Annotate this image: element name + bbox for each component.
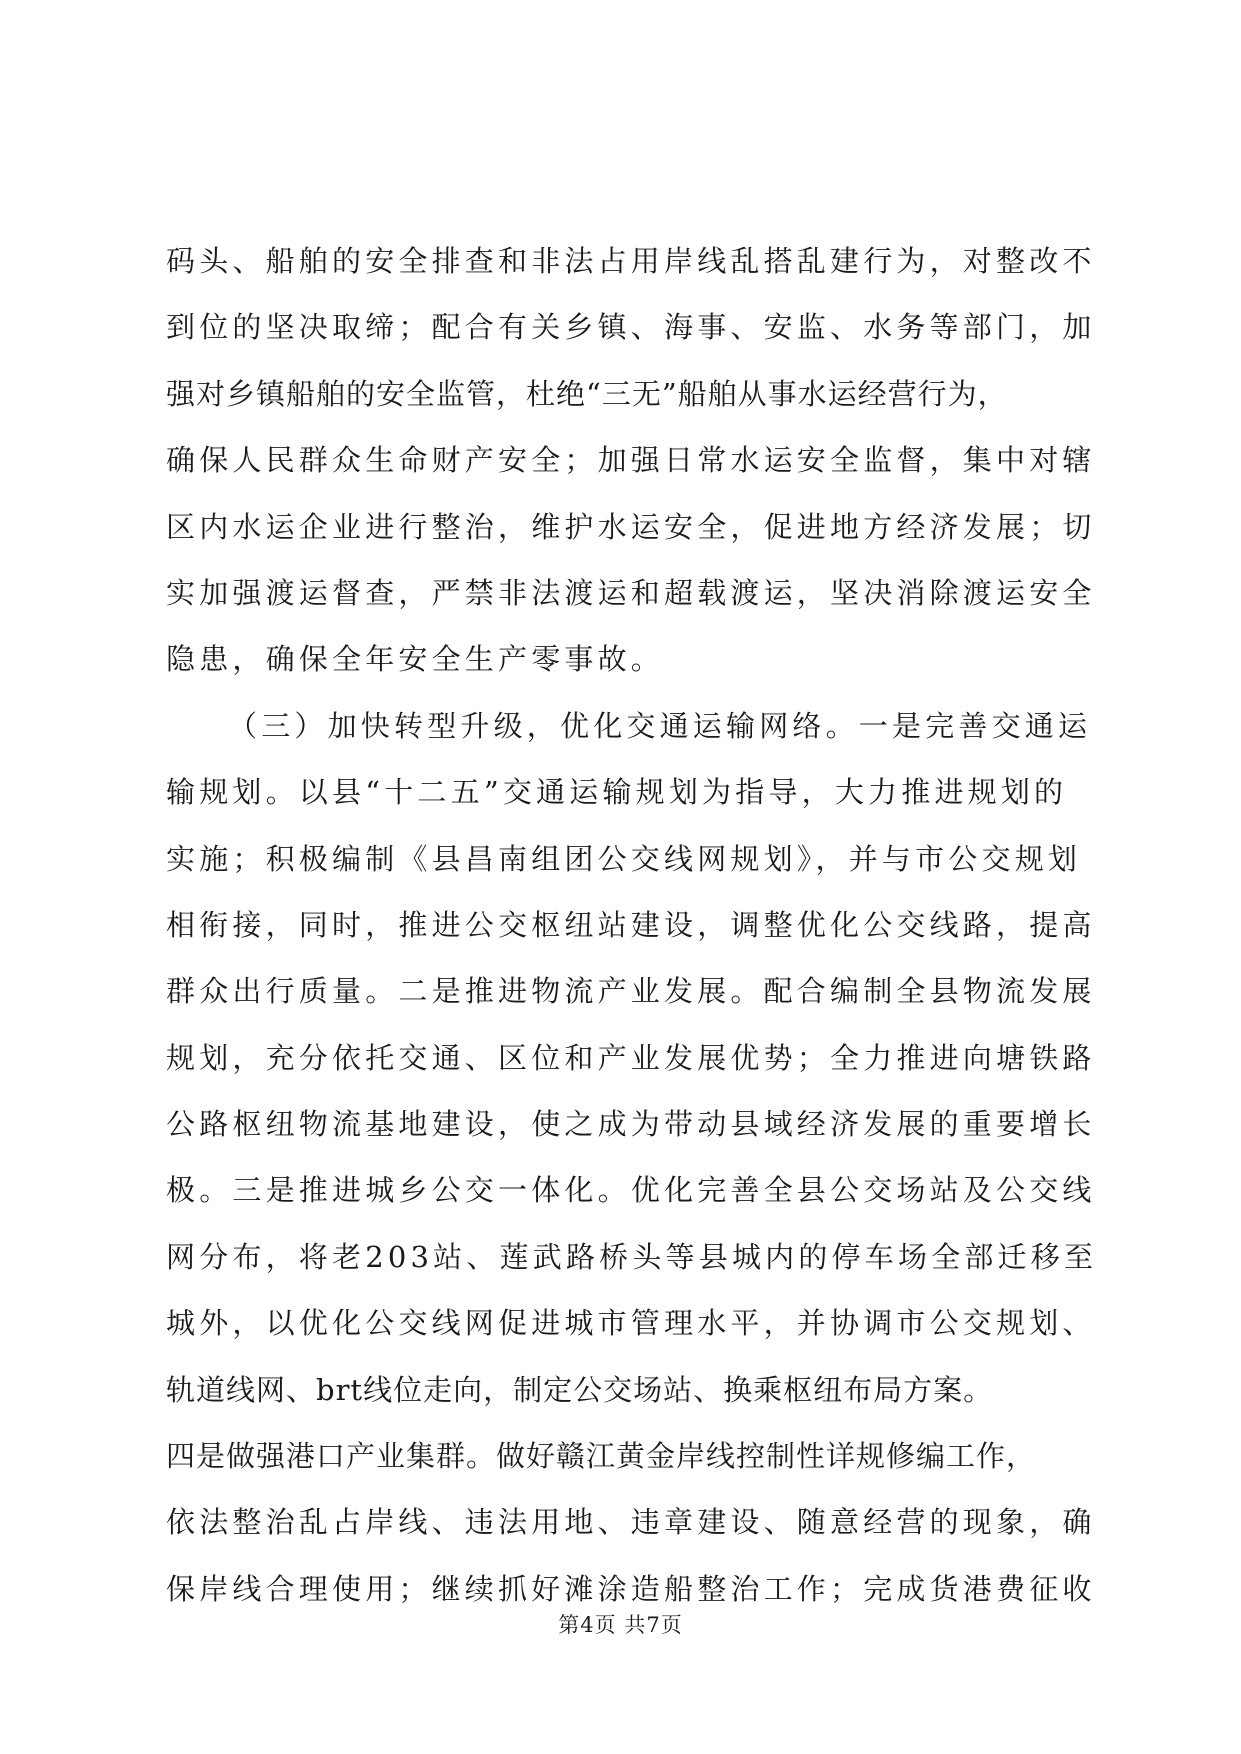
text-line-19: 四是做强港口产业集群。做好赣江黄金岸线控制性详规修编工作， — [166, 1439, 1037, 1474]
text-line-3: 强对乡镇船舶的安全监管，杜绝“三无”船舶从事水运经营行为， — [166, 376, 1008, 411]
text-line-4: 确保人民群众生命财产安全；加强日常水运安全监督，集中对辖 — [166, 443, 1096, 478]
text-line-6: 实加强渡运督查，严禁非法渡运和超载渡运，坚决消除渡运安全 — [166, 575, 1096, 610]
page-number-label: 第4页 共7页 — [558, 1613, 683, 1637]
text-line-16: 网分布，将老203站、莲武路桥头等县城内的停车场全部迁移至 — [166, 1239, 1098, 1274]
text-line-18: 轨道线网、brt线位走向，制定公交场站、换乘枢纽布局方案。 — [166, 1372, 994, 1407]
text-line-7: 隐患，确保全年安全生产零事故。 — [166, 642, 665, 677]
text-line-13: 规划，充分依托交通、区位和产业发展优势；全力推进向塘铁路 — [166, 1040, 1096, 1075]
text-line-2: 到位的坚决取缔；配合有关乡镇、海事、安监、水务等部门，加 — [166, 310, 1096, 345]
text-line-14: 公路枢纽物流基地建设，使之成为带动县域经济发展的重要增长 — [166, 1107, 1096, 1142]
text-line-12: 群众出行质量。二是推进物流产业发展。配合编制全县物流发展 — [166, 974, 1096, 1009]
text-line-21: 保岸线合理使用；继续抓好滩涂造船整治工作；完成货港费征收 — [166, 1571, 1096, 1606]
text-line-5: 区内水运企业进行整治，维护水运安全，促进地方经济发展；切 — [166, 509, 1096, 544]
section-heading-line: （三）加快转型升级，优化交通运输网络。一是完善交通运 — [228, 708, 1092, 743]
text-line-9: 输规划。以县“十二五”交通运输规划为指导，大力推进规划的 — [166, 775, 1068, 810]
text-line-20: 依法整治乱占岸线、违法用地、违章建设、随意经营的现象，确 — [166, 1505, 1096, 1540]
document-body — [166, 228, 1098, 1622]
text-line-15: 极。三是推进城乡公交一体化。优化完善全县公交场站及公交线 — [166, 1173, 1096, 1208]
text-line-1: 码头、船舶的安全排查和非法占用岸线乱搭乱建行为，对整改不 — [166, 244, 1096, 278]
text-line-11: 相衔接，同时，推进公交枢纽站建设，调整优化公交线路，提高 — [166, 907, 1096, 942]
text-line-17: 城外，以优化公交线网促进城市管理水平，并协调市公交规划、 — [166, 1306, 1096, 1341]
text-line-10: 实施；积极编制《县昌南组团公交线网规划》，并与市公交规划 — [166, 841, 1082, 876]
page-footer — [0, 1610, 1241, 1640]
